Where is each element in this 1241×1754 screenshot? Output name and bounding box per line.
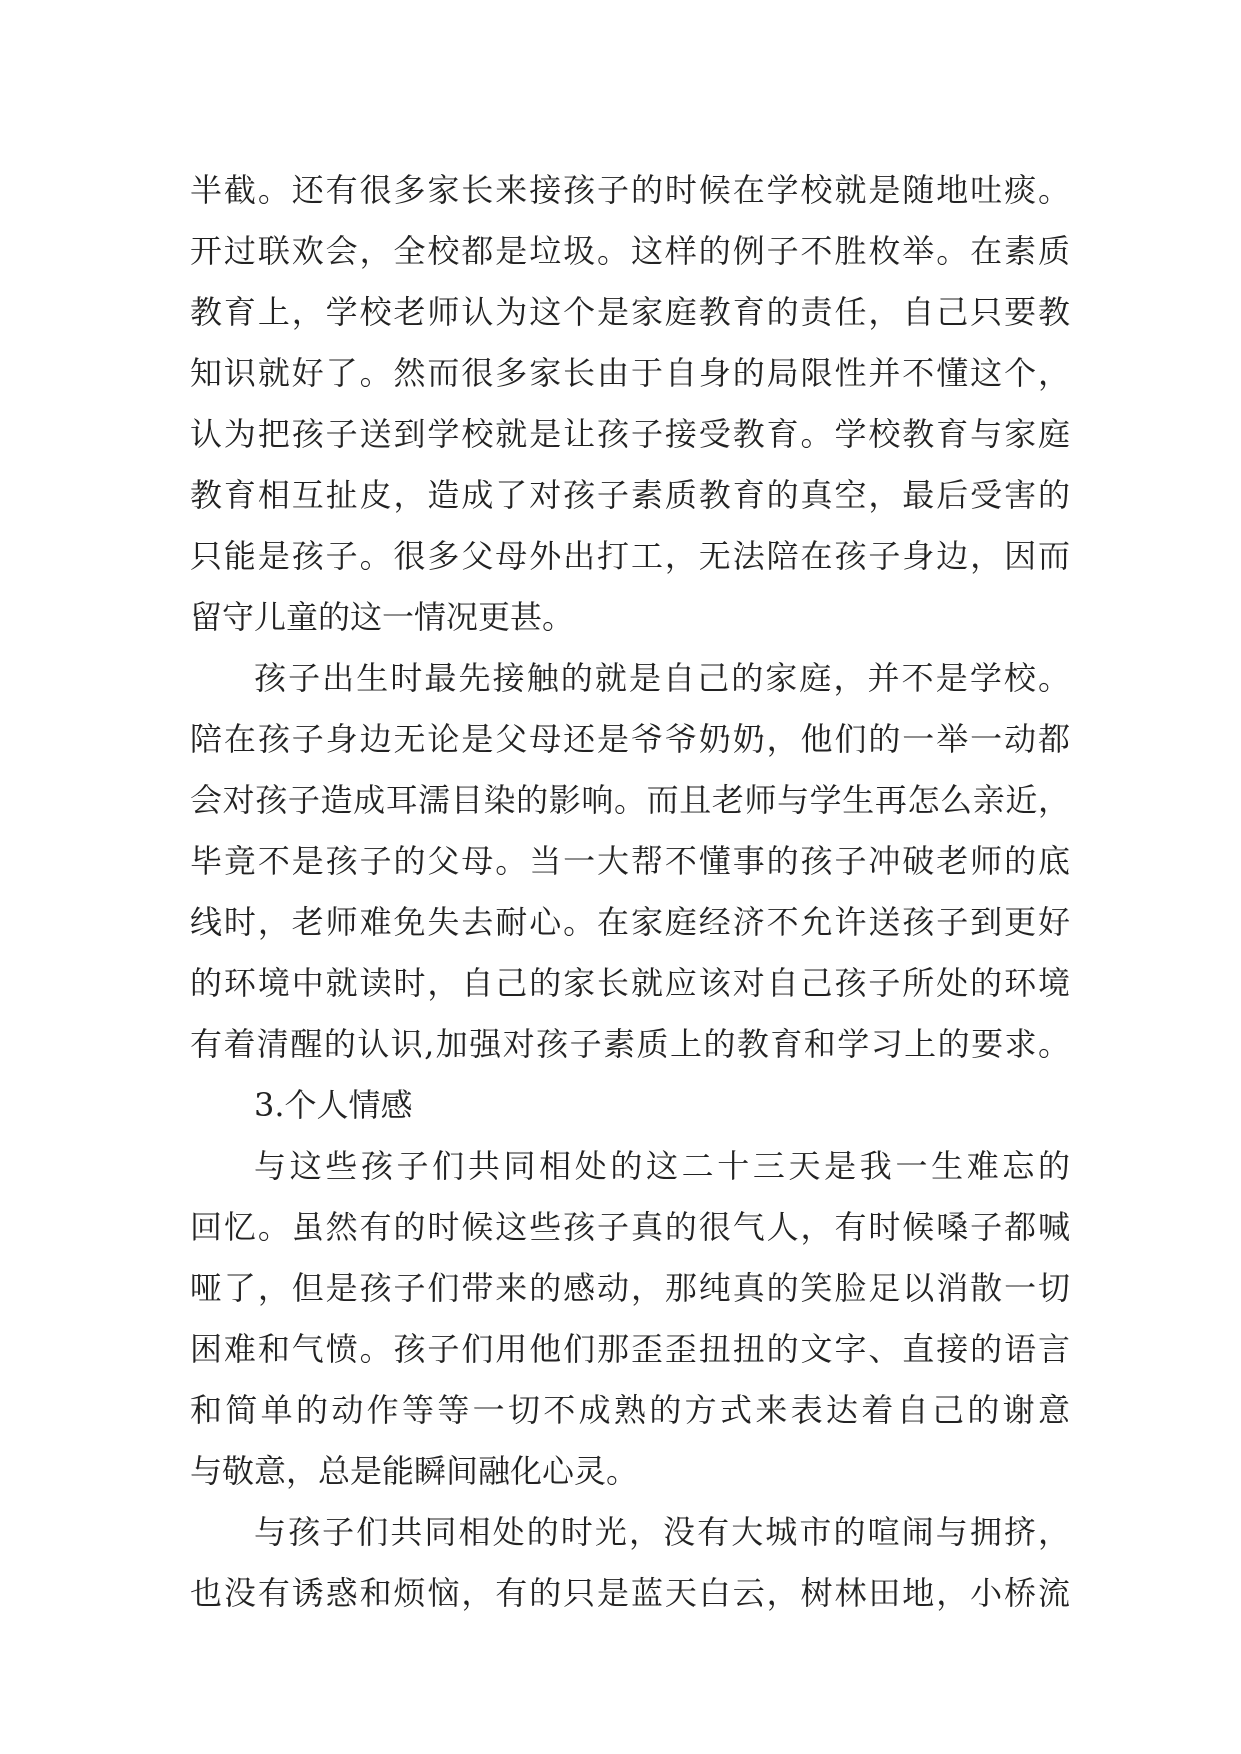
text-line: 孩子出生时最先接触的就是自己的家庭，并不是学校。 bbox=[254, 659, 1070, 697]
text-line: 线时，老师难免失去耐心。在家庭经济不允许送孩子到更好 bbox=[190, 903, 1070, 941]
text-line: 有着清醒的认识,加强对孩子素质上的教育和学习上的要求。 bbox=[190, 1025, 1070, 1063]
text-line: 知识就好了。然而很多家长由于自身的局限性并不懂这个， bbox=[190, 354, 1070, 392]
text-line: 毕竟不是孩子的父母。当一大帮不懂事的孩子冲破老师的底 bbox=[190, 842, 1070, 880]
text-line: 回忆。虽然有的时候这些孩子真的很气人，有时候嗓子都喊 bbox=[190, 1208, 1070, 1246]
paragraph-1 bbox=[190, 160, 1070, 648]
text-line: 与敬意，总是能瞬间融化心灵。 bbox=[190, 1452, 639, 1490]
text-line: 困难和气愤。孩子们用他们那歪歪扭扭的文字、直接的语言 bbox=[190, 1330, 1070, 1368]
text-line: 陪在孩子身边无论是父母还是爷爷奶奶，他们的一举一动都 bbox=[190, 720, 1070, 758]
paragraph-3 bbox=[190, 1136, 1070, 1502]
text-line: 和简单的动作等等一切不成熟的方式来表达着自己的谢意 bbox=[190, 1391, 1070, 1429]
text-line: 只能是孩子。很多父母外出打工，无法陪在孩子身边，因而 bbox=[190, 537, 1070, 575]
text-line: 半截。还有很多家长来接孩子的时候在学校就是随地吐痰。 bbox=[190, 171, 1070, 209]
text-line: 教育相互扯皮，造成了对孩子素质教育的真空，最后受害的 bbox=[190, 476, 1070, 514]
text-line: 与孩子们共同相处的时光，没有大城市的喧闹与拥挤， bbox=[254, 1513, 1070, 1551]
text-line: 开过联欢会，全校都是垃圾。这样的例子不胜枚举。在素质 bbox=[190, 232, 1070, 270]
body-text bbox=[190, 160, 1070, 1624]
section-heading: 3.个人情感 bbox=[254, 1086, 413, 1124]
text-line: 哑了，但是孩子们带来的感动，那纯真的笑脸足以消散一切 bbox=[190, 1269, 1070, 1307]
paragraph-4 bbox=[190, 1502, 1070, 1624]
text-line: 认为把孩子送到学校就是让孩子接受教育。学校教育与家庭 bbox=[190, 415, 1070, 453]
text-line: 留守儿童的这一情况更甚。 bbox=[190, 598, 575, 636]
text-line: 会对孩子造成耳濡目染的影响。而且老师与学生再怎么亲近， bbox=[190, 781, 1070, 819]
text-line: 也没有诱惑和烦恼，有的只是蓝天白云，树林田地，小桥流 bbox=[190, 1574, 1070, 1612]
text-line: 的环境中就读时，自己的家长就应该对自己孩子所处的环境 bbox=[190, 964, 1070, 1002]
text-line: 与这些孩子们共同相处的这二十三天是我一生难忘的 bbox=[254, 1147, 1070, 1185]
text-line: 教育上，学校老师认为这个是家庭教育的责任，自己只要教 bbox=[190, 293, 1070, 331]
paragraph-2 bbox=[190, 648, 1070, 1075]
